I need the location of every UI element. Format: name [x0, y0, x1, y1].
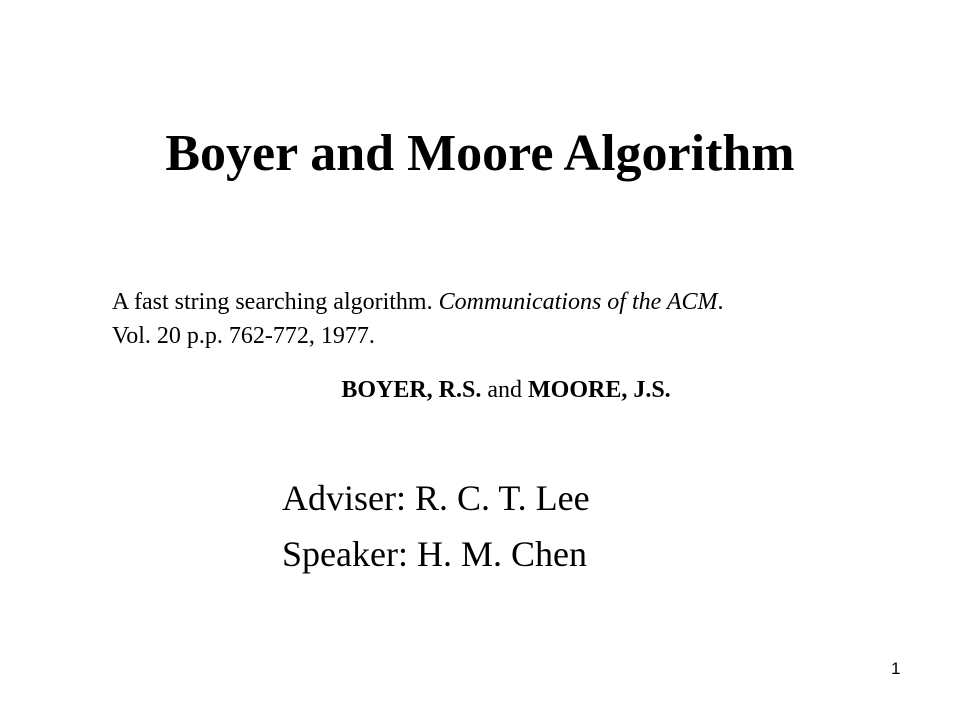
- presenters: [282, 470, 590, 582]
- citation-journal: Communications of the ACM: [438, 289, 718, 315]
- citation-period: .: [717, 289, 724, 315]
- citation: [112, 285, 892, 353]
- author-boyer: BOYER, R.S.: [341, 377, 482, 403]
- citation-text: A fast string searching algorithm.: [112, 289, 439, 315]
- page-number: 1: [891, 659, 901, 678]
- citation-line-1: [112, 285, 892, 319]
- authors: [0, 374, 960, 406]
- adviser: Adviser: R. C. T. Lee: [282, 478, 590, 518]
- authors-conjunction: and: [481, 377, 528, 403]
- author-moore: MOORE, J.S.: [528, 377, 671, 403]
- citation-line-2: Vol. 20 p.p. 762-772, 1977.: [112, 323, 375, 349]
- speaker: Speaker: H. M. Chen: [282, 534, 587, 574]
- slide-title: Boyer and Moore Algorithm: [165, 125, 795, 182]
